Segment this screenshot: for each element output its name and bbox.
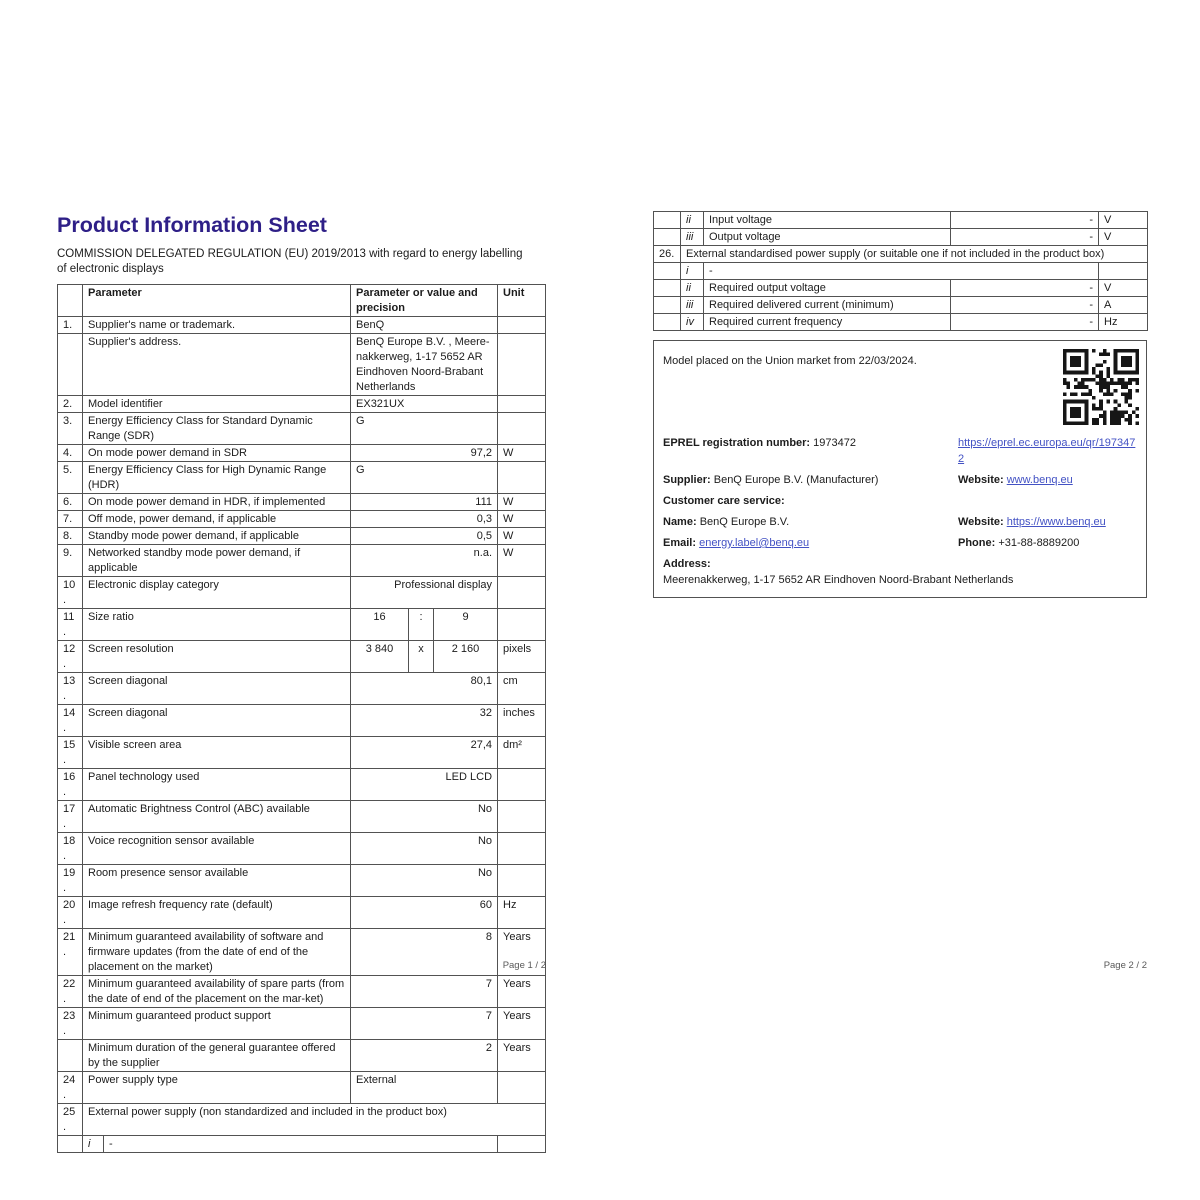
row-number: 25. bbox=[58, 1104, 83, 1136]
table-subrow bbox=[58, 1136, 546, 1153]
parameter-unit: V bbox=[1099, 212, 1148, 229]
row-number: 21. bbox=[58, 929, 83, 976]
section-label: External standardised power supply (or suitable one if not included in the product box) bbox=[681, 246, 1148, 263]
supplier-website-link[interactable]: www.benq.eu bbox=[1006, 474, 1073, 486]
table-row bbox=[58, 705, 546, 737]
table-row bbox=[58, 528, 546, 545]
supplier-row bbox=[663, 472, 1136, 488]
page2-footer: Page 2 / 2 bbox=[1103, 960, 1147, 971]
parameter-unit bbox=[498, 462, 546, 494]
subitem-value: - bbox=[104, 1136, 498, 1153]
parameter-unit: V bbox=[1099, 280, 1148, 297]
parameter-label: Input voltage bbox=[704, 212, 951, 229]
parameter-value: No bbox=[351, 833, 498, 865]
table-row bbox=[58, 396, 546, 413]
parameter-label: Panel technology used bbox=[83, 769, 351, 801]
ratio-width-cell: 16 bbox=[351, 609, 409, 641]
table-row bbox=[58, 609, 546, 641]
parameter-value: - bbox=[951, 280, 1099, 297]
market-date-text: Model placed on the Union market from 22/03/2024. bbox=[663, 355, 917, 367]
parameter-unit bbox=[498, 317, 546, 334]
subitem-roman: iii bbox=[681, 229, 704, 246]
document-title: Product Information Sheet bbox=[57, 213, 327, 237]
row-number: 11. bbox=[58, 609, 83, 641]
parameter-value: 7 bbox=[351, 1008, 498, 1040]
parameter-value: Professional display bbox=[351, 577, 498, 609]
table-row bbox=[58, 445, 546, 462]
name-value: BenQ Europe B.V. bbox=[699, 516, 790, 528]
parameter-label: Electronic display category bbox=[83, 577, 351, 609]
row-number bbox=[58, 1136, 83, 1153]
row-number: 16. bbox=[58, 769, 83, 801]
supplier-info-box bbox=[653, 340, 1147, 598]
subitem-roman: iii bbox=[681, 297, 704, 314]
parameter-value: n.a. bbox=[351, 545, 498, 577]
eprel-link[interactable]: https://eprel.ec.europa.eu/qr/1973472 bbox=[958, 437, 1136, 465]
parameter-label: Supplier's address. bbox=[83, 334, 351, 396]
parameter-unit: W bbox=[498, 545, 546, 577]
parameter-unit bbox=[498, 769, 546, 801]
name-label: Name: bbox=[663, 516, 697, 528]
parameter-value: 27,4 bbox=[351, 737, 498, 769]
parameter-unit bbox=[498, 396, 546, 413]
resolution-separator-cell: x bbox=[409, 641, 434, 673]
parameter-unit: A bbox=[1099, 297, 1148, 314]
parameter-value: 8 bbox=[351, 929, 498, 976]
table-row bbox=[58, 413, 546, 445]
parameter-unit: W bbox=[498, 528, 546, 545]
row-number: 19. bbox=[58, 865, 83, 897]
parameter-value: G bbox=[351, 462, 498, 494]
page1-footer: Page 1 / 2 bbox=[502, 960, 546, 971]
table-row bbox=[654, 212, 1148, 229]
website-label: Website: bbox=[958, 474, 1004, 486]
parameter-unit: V bbox=[1099, 229, 1148, 246]
parameter-unit bbox=[498, 577, 546, 609]
ratio-height-cell: 9 bbox=[434, 609, 498, 641]
row-number bbox=[58, 1040, 83, 1072]
row-number bbox=[654, 314, 681, 331]
parameter-unit bbox=[1099, 263, 1148, 280]
parameter-value: No bbox=[351, 801, 498, 833]
table-subrow bbox=[654, 263, 1148, 280]
parameter-label: Off mode, power demand, if applicable bbox=[83, 511, 351, 528]
care-name-row bbox=[663, 514, 1136, 530]
table-row bbox=[58, 317, 546, 334]
phone-label: Phone: bbox=[958, 537, 996, 549]
parameter-label: Voice recognition sensor available bbox=[83, 833, 351, 865]
parameter-label: On mode power demand in SDR bbox=[83, 445, 351, 462]
parameter-label: Screen diagonal bbox=[83, 705, 351, 737]
resolution-width-cell: 3 840 bbox=[351, 641, 409, 673]
table-row bbox=[58, 511, 546, 528]
row-number: 22. bbox=[58, 976, 83, 1008]
eprel-registration bbox=[663, 435, 958, 467]
parameter-value: 60 bbox=[351, 897, 498, 929]
parameter-value: 0,5 bbox=[351, 528, 498, 545]
table-row bbox=[58, 673, 546, 705]
table-row bbox=[58, 334, 546, 396]
table-row bbox=[58, 494, 546, 511]
table-row bbox=[58, 577, 546, 609]
row-number: 20. bbox=[58, 897, 83, 929]
parameter-unit bbox=[498, 609, 546, 641]
parameter-unit: Years bbox=[498, 976, 546, 1008]
regulation-subtitle: COMMISSION DELEGATED REGULATION (EU) 2019/2013 with regard to energy labelling of electronic displays bbox=[57, 248, 523, 275]
parameter-value: - bbox=[951, 229, 1099, 246]
parameter-value: No bbox=[351, 865, 498, 897]
parameter-label: Minimum guaranteed availability of spare parts (from the date of end of the placement on the mar-ket) bbox=[83, 976, 351, 1008]
table-row bbox=[58, 976, 546, 1008]
supplier-label: Supplier: bbox=[663, 474, 711, 486]
ratio-separator-cell: : bbox=[409, 609, 434, 641]
parameter-label: Minimum duration of the general guarantee offered by the supplier bbox=[83, 1040, 351, 1072]
table-row bbox=[58, 897, 546, 929]
parameter-label: Required output voltage bbox=[704, 280, 951, 297]
header-value: Parameter or value and precision bbox=[351, 285, 498, 317]
parameter-unit bbox=[498, 1072, 546, 1104]
subitem-roman: iv bbox=[681, 314, 704, 331]
parameter-unit bbox=[498, 865, 546, 897]
row-number bbox=[654, 280, 681, 297]
table-row bbox=[58, 737, 546, 769]
parameter-value: - bbox=[951, 314, 1099, 331]
table-row bbox=[58, 1072, 546, 1104]
care-contact-row bbox=[663, 535, 1136, 551]
table-row bbox=[654, 297, 1148, 314]
row-number: 1. bbox=[58, 317, 83, 334]
subitem-roman: ii bbox=[681, 280, 704, 297]
subitem-value: - bbox=[704, 263, 1099, 280]
email-label: Email: bbox=[663, 537, 697, 549]
parameter-unit: cm bbox=[498, 673, 546, 705]
header-num-cell bbox=[58, 285, 83, 317]
parameter-unit bbox=[498, 334, 546, 396]
parameter-value: G bbox=[351, 413, 498, 445]
parameter-label: Energy Efficiency Class for High Dynamic Range (HDR) bbox=[83, 462, 351, 494]
row-number bbox=[58, 334, 83, 396]
row-number: 26. bbox=[654, 246, 681, 263]
parameter-unit bbox=[498, 801, 546, 833]
row-number: 5. bbox=[58, 462, 83, 494]
eprel-label: EPREL registration number: bbox=[663, 437, 811, 449]
parameter-label: Image refresh frequency rate (default) bbox=[83, 897, 351, 929]
parameter-value: 80,1 bbox=[351, 673, 498, 705]
parameter-label: Networked standby mode power demand, if applicable bbox=[83, 545, 351, 577]
parameter-table-page2 bbox=[653, 211, 1148, 331]
parameter-unit: Years bbox=[498, 929, 546, 976]
parameter-value: 97,2 bbox=[351, 445, 498, 462]
parameter-unit: dm² bbox=[498, 737, 546, 769]
row-number: 2. bbox=[58, 396, 83, 413]
parameter-unit: W bbox=[498, 494, 546, 511]
parameter-label: Minimum guaranteed availability of software and firmware updates (from the date of end of the placement on the market) bbox=[83, 929, 351, 976]
parameter-unit: Hz bbox=[1099, 314, 1148, 331]
eprel-number: 1973472 bbox=[813, 437, 856, 449]
parameter-label: Room presence sensor available bbox=[83, 865, 351, 897]
parameter-unit: Years bbox=[498, 1008, 546, 1040]
parameter-value: BenQ Europe B.V. , Meere-nakkerweg, 1-17 5652 AR Eindhoven Noord-Brabant Netherlands bbox=[351, 334, 498, 396]
subitem-roman: i bbox=[83, 1136, 104, 1153]
parameter-label: Power supply type bbox=[83, 1072, 351, 1104]
parameter-label: Screen resolution bbox=[83, 641, 351, 673]
parameter-label: Supplier's name or trademark. bbox=[83, 317, 351, 334]
row-number: 15. bbox=[58, 737, 83, 769]
page-1 bbox=[57, 212, 546, 1153]
parameter-label: Visible screen area bbox=[83, 737, 351, 769]
parameter-label: Model identifier bbox=[83, 396, 351, 413]
table-row bbox=[654, 229, 1148, 246]
row-number: 13. bbox=[58, 673, 83, 705]
row-number: 8. bbox=[58, 528, 83, 545]
table-row bbox=[654, 314, 1148, 331]
table-row bbox=[58, 545, 546, 577]
phone-value: +31-88-8889200 bbox=[998, 537, 1080, 549]
parameter-table-page1 bbox=[57, 284, 546, 1153]
row-number: 24. bbox=[58, 1072, 83, 1104]
care-email-link[interactable]: energy.label@benq.eu bbox=[699, 537, 810, 549]
parameter-value: 7 bbox=[351, 976, 498, 1008]
parameter-unit: W bbox=[498, 511, 546, 528]
table-section-row bbox=[654, 246, 1148, 263]
subitem-roman: i bbox=[681, 263, 704, 280]
table-row bbox=[58, 462, 546, 494]
parameter-unit: Hz bbox=[498, 897, 546, 929]
row-number bbox=[654, 212, 681, 229]
row-number: 14. bbox=[58, 705, 83, 737]
row-number: 4. bbox=[58, 445, 83, 462]
table-row bbox=[58, 865, 546, 897]
customer-care-row bbox=[663, 493, 1136, 509]
website-label: Website: bbox=[958, 516, 1004, 528]
parameter-value: - bbox=[951, 212, 1099, 229]
parameter-label: On mode power demand in HDR, if implemented bbox=[83, 494, 351, 511]
row-number: 12. bbox=[58, 641, 83, 673]
resolution-height-cell: 2 160 bbox=[434, 641, 498, 673]
parameter-value: 32 bbox=[351, 705, 498, 737]
qr-code bbox=[1063, 349, 1139, 425]
parameter-unit bbox=[498, 833, 546, 865]
parameter-label: Output voltage bbox=[704, 229, 951, 246]
row-number bbox=[654, 229, 681, 246]
eprel-row bbox=[663, 435, 1136, 467]
parameter-value: - bbox=[951, 297, 1099, 314]
parameter-unit: pixels bbox=[498, 641, 546, 673]
supplier-value: BenQ Europe B.V. (Manufacturer) bbox=[713, 474, 879, 486]
row-number bbox=[654, 297, 681, 314]
subitem-roman: ii bbox=[681, 212, 704, 229]
section-label: External power supply (non standardized and included in the product box) bbox=[83, 1104, 546, 1136]
parameter-label: Required current frequency bbox=[704, 314, 951, 331]
row-number: 3. bbox=[58, 413, 83, 445]
row-number: 23. bbox=[58, 1008, 83, 1040]
row-number: 7. bbox=[58, 511, 83, 528]
customer-care-label: Customer care service: bbox=[663, 495, 785, 507]
table-section-row bbox=[58, 1104, 546, 1136]
parameter-label: Minimum guaranteed product support bbox=[83, 1008, 351, 1040]
parameter-value: 111 bbox=[351, 494, 498, 511]
address-label: Address: bbox=[663, 558, 711, 570]
parameter-value: LED LCD bbox=[351, 769, 498, 801]
parameter-unit bbox=[498, 413, 546, 445]
table-row bbox=[58, 769, 546, 801]
page-2 bbox=[653, 211, 1147, 598]
parameter-unit: inches bbox=[498, 705, 546, 737]
header-parameter: Parameter bbox=[83, 285, 351, 317]
parameter-label: Size ratio bbox=[83, 609, 351, 641]
care-website-link[interactable]: https://www.benq.eu bbox=[1006, 516, 1106, 528]
row-number: 10. bbox=[58, 577, 83, 609]
row-number: 9. bbox=[58, 545, 83, 577]
row-number: 17. bbox=[58, 801, 83, 833]
parameter-unit: Years bbox=[498, 1040, 546, 1072]
address-row bbox=[663, 556, 1136, 588]
table-header-row bbox=[58, 285, 546, 317]
table-row bbox=[58, 1040, 546, 1072]
parameter-label: Screen diagonal bbox=[83, 673, 351, 705]
table-row bbox=[58, 833, 546, 865]
parameter-value: 0,3 bbox=[351, 511, 498, 528]
parameter-label: Energy Efficiency Class for Standard Dynamic Range (SDR) bbox=[83, 413, 351, 445]
row-number: 18. bbox=[58, 833, 83, 865]
parameter-unit bbox=[498, 1136, 546, 1153]
parameter-value: 2 bbox=[351, 1040, 498, 1072]
table-row bbox=[654, 280, 1148, 297]
parameter-value: External bbox=[351, 1072, 498, 1104]
parameter-label: Standby mode power demand, if applicable bbox=[83, 528, 351, 545]
parameter-value: BenQ bbox=[351, 317, 498, 334]
parameter-unit: W bbox=[498, 445, 546, 462]
header-unit: Unit bbox=[498, 285, 546, 317]
table-row bbox=[58, 1008, 546, 1040]
row-number bbox=[654, 263, 681, 280]
table-row bbox=[58, 641, 546, 673]
parameter-value: EX321UX bbox=[351, 396, 498, 413]
row-number: 6. bbox=[58, 494, 83, 511]
table-row bbox=[58, 801, 546, 833]
address-value: Meerenakkerweg, 1-17 5652 AR Eindhoven Noord-Brabant Netherlands bbox=[663, 574, 1014, 586]
parameter-label: Required delivered current (minimum) bbox=[704, 297, 951, 314]
parameter-label: Automatic Brightness Control (ABC) available bbox=[83, 801, 351, 833]
